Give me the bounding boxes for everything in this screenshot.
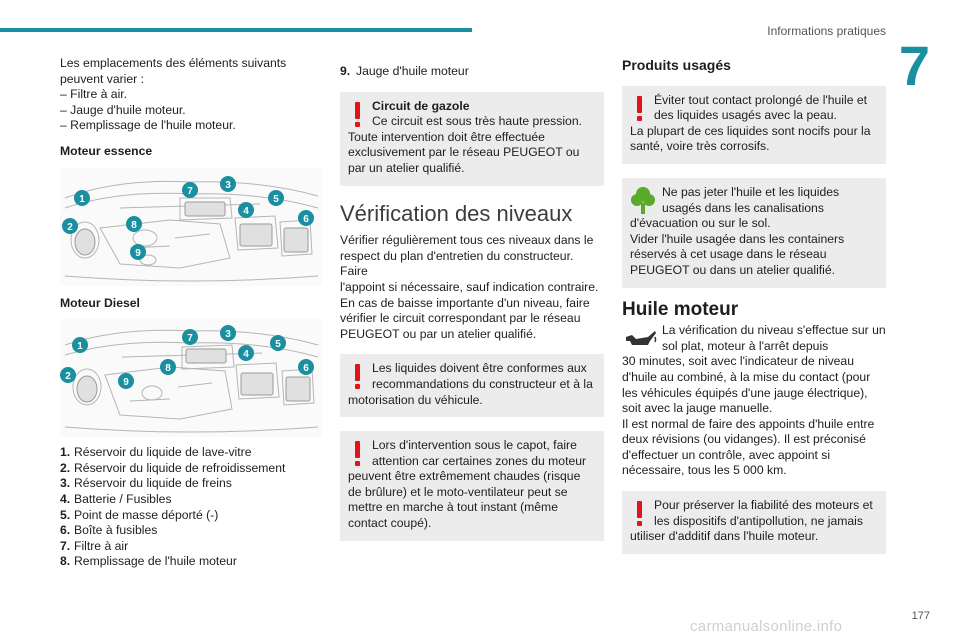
watermark: carmanualsonline.info — [690, 618, 843, 635]
intro-text: Les emplacements des éléments suivants peuvent varier : – Filtre à air. – Jauge d'huile moteur. – Remplissage de l'huile moteur. — [60, 56, 287, 133]
chapter-number: 7 — [898, 34, 930, 97]
warning-exclamation-icon — [348, 99, 368, 129]
petrol-engine-title: Moteur essence — [60, 143, 153, 158]
legend-item: 5. Point de masse déporté (-) — [60, 507, 219, 522]
badge-8: 8 — [131, 219, 137, 231]
legend-item: 4. Batterie / Fusibles — [60, 491, 172, 506]
component-legend — [60, 445, 322, 570]
diesel-engine-title: Moteur Diesel — [60, 295, 140, 310]
skin-contact-warning-box: Éviter tout contact prolongé de l'huile et des liquides usagés avec la peau. La plupart de ces liquides sont nocifs pour la santé, voire très corrosifs. — [622, 86, 886, 164]
badge-5: 5 — [273, 193, 279, 205]
engine-oil-paragraph: La vérification du niveau s'effectue sur un sol plat, moteur à l'arrêt depuis 30 minutes, soit avec l'indicateur de niveau d'huile au combiné, à la mise du contact (pour les véhicules équipés d'une jauge électrique), soit avec la jauge manuelle. Il est normal de faire des appoints d'huile entre deux révisions (ou vidanges). Il est préconisé d'effectuer un contrôle, avec appoint si nécessaire, tous les 5 000 km. — [622, 323, 886, 478]
badge-9: 9 — [135, 247, 141, 259]
legend-item: 3. Réservoir du liquide de freins — [60, 476, 232, 491]
liquids-warning-box: Les liquides doivent être conformes aux recommandations du constructeur et à la motorisation du véhicule. — [340, 354, 604, 417]
diesel-badge-8: 8 — [165, 363, 171, 375]
badge-1: 1 — [79, 193, 85, 205]
diesel-badge-2: 2 — [65, 371, 71, 383]
badge-4: 4 — [243, 205, 249, 217]
used-products-title: Produits usagés — [622, 57, 731, 73]
badge-7: 7 — [187, 185, 193, 197]
badge-3: 3 — [225, 179, 231, 191]
warning-exclamation-icon — [348, 361, 368, 391]
levels-paragraph: Vérifier régulièrement tous ces niveaux dans le respect du plan d'entretien du constructeur. Faire l'appoint si nécessaire, sauf indication contraire. En cas de baisse importante d'un niveau, faire vérifier le circuit correspondant par le réseau PEUGEOT ou par un atelier qualifié. — [340, 233, 599, 341]
hood-warning-box: Lors d'intervention sous le capot, faire attention car certaines zones du moteur peuvent être extrêmement chaudes (risque de brûlure) et le moto-ventilateur peut se mettre en marche à tout instant (même contact coupé). — [340, 431, 604, 541]
page-number: 177 — [911, 610, 930, 622]
diesel-badge-5: 5 — [275, 339, 281, 351]
environment-notice-box: Ne pas jeter l'huile et les liquides usagés dans les canalisations d'évacuation ou sur le sol. Vider l'huile usagée dans les containers réservés à cet usage dans le réseau PEUGEOT ou dans un atelier qualifié. — [622, 178, 886, 288]
badge-6: 6 — [303, 213, 309, 225]
petrol-engine-illustration — [60, 168, 322, 286]
legend-item: 7. Filtre à air — [60, 538, 129, 553]
diesel-circuit-warning-box: Circuit de gazole Ce circuit est sous très haute pression. Toute intervention doit être effectuée exclusivement par le réseau PEUGEOT ou par un atelier qualifié. — [340, 92, 604, 186]
diesel-engine-illustration — [60, 319, 322, 437]
column-middle — [340, 56, 604, 555]
section-header-title: Informations pratiques — [767, 24, 886, 38]
diesel-badge-1: 1 — [77, 341, 83, 353]
warning-exclamation-icon — [348, 438, 368, 468]
diesel-badge-6: 6 — [303, 363, 309, 375]
diesel-badge-7: 7 — [187, 333, 193, 345]
legend-item: 1. Réservoir du liquide de lave-vitre — [60, 445, 252, 460]
column-right — [622, 56, 886, 568]
column-left — [60, 56, 322, 570]
legend-item: 6. Boîte à fusibles — [60, 523, 158, 538]
legend-item-9: 9. Jauge d'huile moteur — [340, 64, 469, 78]
diesel-badge-3: 3 — [225, 329, 231, 341]
diesel-badge-9: 9 — [123, 377, 129, 389]
additive-warning-box: Pour préserver la fiabilité des moteurs et les dispositifs d'antipollution, ne jamais utiliser d'additif dans l'huile moteur. — [622, 491, 886, 554]
diesel-badge-4: 4 — [243, 349, 249, 361]
tree-icon — [630, 185, 656, 215]
warning-exclamation-icon — [630, 93, 650, 123]
oil-can-icon — [622, 325, 658, 353]
header-accent-bar — [0, 28, 472, 32]
warning-exclamation-icon — [630, 498, 650, 528]
levels-section-title: Vérification des niveaux — [340, 200, 573, 226]
legend-item: 2. Réservoir du liquide de refroidissement — [60, 460, 286, 475]
legend-item: 8. Remplissage de l'huile moteur — [60, 554, 237, 569]
badge-2: 2 — [67, 221, 73, 233]
engine-oil-title: Huile moteur — [622, 298, 739, 320]
